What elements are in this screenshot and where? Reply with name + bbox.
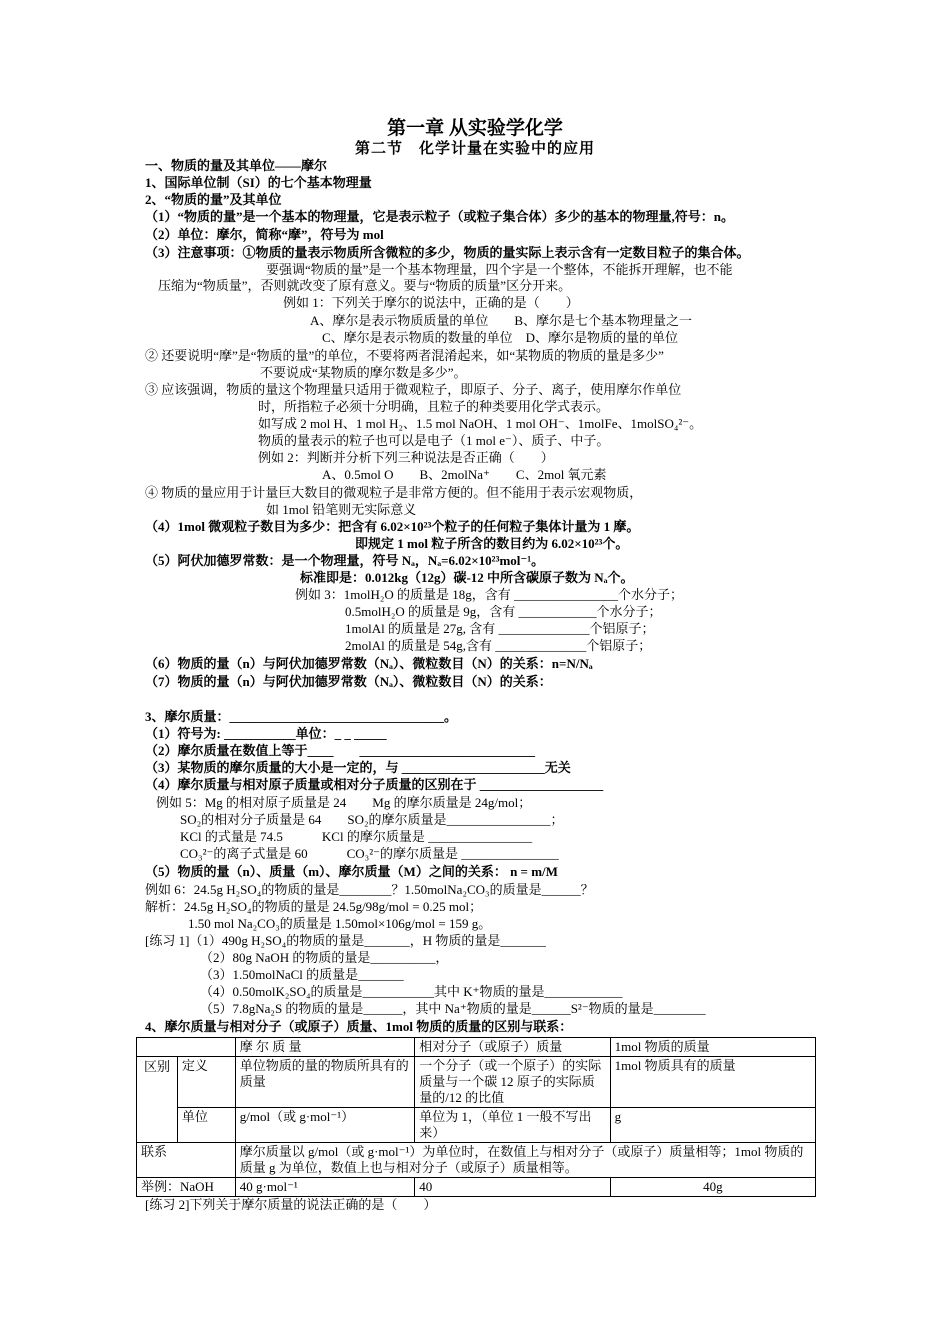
text-line: CO₃²⁻的离子式量是 60 CO₃²⁻的摩尔质量是 _______________ xyxy=(180,846,559,861)
text-line: 时，所指粒子必须十分明确，且粒子的种类要用化学式表示。 xyxy=(258,399,610,414)
text-line: 例如 3：1molH₂O 的质量是 18g，含有 ________________个水分子； xyxy=(295,587,684,602)
table-cell: g xyxy=(610,1108,815,1143)
text-line: （3）某物质的摩尔质量的大小是一定的，与 ______________________无关 xyxy=(145,760,571,775)
text-line: 例如 5：Mg 的相对原子质量是 24 Mg 的摩尔质量是 24g/mol； xyxy=(156,795,532,810)
text-line: 标准即是：0.012kg（12g）碳-12 中所含碳原子数为 Nₐ个。 xyxy=(300,570,634,585)
table-row xyxy=(137,1178,816,1197)
text-line: 2molAl 的质量是 54g,含有 ______________个铝原子； xyxy=(345,638,652,653)
table-header-cell: 1mol 物质的质量 xyxy=(610,1038,815,1057)
text-line: （4）1mol 微观粒子数目为多少：把含有 6.02×10²³个粒子的任何粒子集体计量为 1 摩。 xyxy=(145,519,640,534)
table-header-row xyxy=(137,1038,816,1057)
table-cell: 1mol 物质具有的质量 xyxy=(610,1057,815,1108)
text-line: 1、国际单位制（SI）的七个基本物理量 xyxy=(145,175,372,190)
table-row xyxy=(137,1108,816,1143)
text-line: 物质的量表示的粒子也可以是电子（1 mol e⁻）、质子、中子。 xyxy=(258,433,610,448)
table-label-cell: 联系 xyxy=(137,1143,236,1178)
text-line: 0.5molH₂O 的质量是 9g，含有 ____________个水分子； xyxy=(345,604,662,619)
text-line: [练习 1]（1）490g H₂SO₄的物质的量是_______，H 物质的量是_______ xyxy=(145,933,546,948)
text-line: KCl 的式量是 74.5 KCl 的摩尔质量是 ________________ xyxy=(180,829,533,844)
text-line: （3）注意事项：①物质的量表示物质所含微粒的多少，物质的量实际上表示含有一定数目粒子的集合体。 xyxy=(145,245,750,260)
text-line: 一、物质的量及其单位——摩尔 xyxy=(145,158,328,173)
text-line: 4、摩尔质量与相对分子（或原子）质量、1mol 物质的质量的区别与联系： xyxy=(145,1019,573,1034)
section-title: 第二节 化学计量在实验中的应用 xyxy=(354,141,595,157)
text-line: 例如 1：下列关于摩尔的说法中，正确的是（ ） xyxy=(283,295,579,310)
text-line: （4）0.50molK₂SO₄的质量是___________其中 K⁺物质的量是____________ xyxy=(200,984,623,999)
text-line: （2）80g NaOH 的物质的量是__________， xyxy=(200,950,449,965)
text-line: （2）摩尔质量在数值上等于____ ___________________________ xyxy=(145,743,536,758)
text-line: （6）物质的量（n）与阿伏加德罗常数（Nₐ）、微粒数目（N）的关系：n=N/Nₐ xyxy=(145,656,593,671)
table-cell: 40 xyxy=(415,1178,610,1197)
text-line: 如 1mol 铅笔则无实际意义 xyxy=(266,502,417,517)
text-line: （5）阿伏加德罗常数：是一个物理量，符号 Nₐ，Nₐ=6.02×10²³mol⁻¹。 xyxy=(145,553,545,568)
table-cell: 单位物质的量的物质所具有的质量 xyxy=(235,1057,415,1108)
text-line: 2、“物质的量”及其单位 xyxy=(145,192,282,207)
table-cell: 40g xyxy=(610,1178,815,1197)
text-line: （4）摩尔质量与相对原子质量或相对分子质量的区别在于 ___________________ xyxy=(145,777,604,792)
text-line: A、摩尔是表示物质质量的单位 B、摩尔是七个基本物理量之一 xyxy=(310,313,693,328)
text-line: 压缩为“物质量”，否则就改变了原有意义。要与“物质的质量”区分开来。 xyxy=(158,278,572,293)
text-line: ② 还要说明“摩”是“物质的量”的单位，不要将两者混淆起来，如“某物质的物质的量是多少” xyxy=(145,348,664,363)
table-group-cell: 区别 xyxy=(137,1057,178,1143)
text-line: （2）单位：摩尔，简称“摩”，符号为 mol xyxy=(145,227,384,242)
text-line: 例如 6：24.5g H₂SO₄的物质的量是________？1.50molNa₂CO₃的质量是______？ xyxy=(145,882,594,897)
text-line: 要强调“物质的量”是一个基本物理量，四个字是一个整体，不能拆开理解，也不能 xyxy=(266,262,733,277)
text-line: [练习 2]下列关于摩尔质量的说法正确的是（ ） xyxy=(145,1197,437,1212)
text-line: 1.50 mol Na₂CO₃的质量是 1.50mol×106g/mol = 159 g。 xyxy=(188,916,492,931)
table-label-cell: 单位 xyxy=(177,1108,235,1143)
text-line: 不要说成“某物质的摩尔数是多少”。 xyxy=(260,365,467,380)
text-line: （5）物质的量（n）、质量（m）、摩尔质量（M）之间的关系： n = m/M xyxy=(145,864,558,879)
text-line: （3）1.50molNaCl 的质量是_______ xyxy=(200,967,404,982)
text-line: 3、摩尔质量：_________________________________。 xyxy=(145,709,458,724)
table-label-cell: 定义 xyxy=(177,1057,235,1108)
text-line: 如写成 2 mol H、1 mol H₂、1.5 mol NaOH、1 mol OH⁻、1molFe、1molSO₄²⁻。 xyxy=(258,416,703,431)
text-line: 解析：24.5g H₂SO₄的物质的量是 24.5g/98g/mol = 0.25 mol； xyxy=(145,899,483,914)
text-line: （1）符号为: ___________单位：_ _ _____ xyxy=(145,726,387,741)
chapter-title: 第一章 从实验学化学 xyxy=(387,118,563,139)
text-line: 例如 2：判断并分析下列三种说法是否正确（ ） xyxy=(258,450,554,465)
comparison-table xyxy=(136,1037,816,1197)
text-line: ④ 物质的量应用于计量巨大数目的微观粒子是非常方便的。但不能用于表示宏观物质， xyxy=(145,485,643,500)
table-label-cell: 举例：NaOH xyxy=(137,1178,236,1197)
text-line: SO₂的相对分子质量是 64 SO₂的摩尔质量是________________； xyxy=(180,812,564,827)
text-line: A、0.5mol O B、2molNa⁺ C、2mol 氧元素 xyxy=(322,467,607,482)
table-row xyxy=(137,1057,816,1108)
table-cell: 40 g·mol⁻¹ xyxy=(235,1178,415,1197)
table-header-cell: 相对分子（或原子）质量 xyxy=(415,1038,610,1057)
text-line: （5）7.8gNa₂S 的物质的量是______，其中 Na⁺物质的量是______S²⁻物质的量是________ xyxy=(200,1001,706,1016)
table-cell: 一个分子（或一个原子）的实际质量与一个碳 12 原子的实际质量的/12 的比值 xyxy=(415,1057,610,1108)
table-header-cell: 摩 尔 质 量 xyxy=(235,1038,415,1057)
text-line: 1molAl 的质量是 27g, 含有 ______________个铝原子； xyxy=(345,621,655,636)
text-line: （1）“物质的量”是一个基本的物理量，它是表示粒子（或粒子集合体）多少的基本的物理量,符号：n。 xyxy=(145,209,734,224)
text-line: （7）物质的量（n）与阿伏加德罗常数（Nₐ）、微粒数目（N）的关系： xyxy=(145,674,552,689)
text-line: ③ 应该强调，物质的量这个物理量只适用于微观粒子，即原子、分子、离子，使用摩尔作单位 xyxy=(145,382,682,397)
text-line: 即规定 1 mol 粒子所含的数目约为 6.02×10²³个。 xyxy=(355,536,629,551)
text-line: C、摩尔是表示物质的数量的单位 D、摩尔是物质的量的单位 xyxy=(322,330,679,345)
table-row xyxy=(137,1143,816,1178)
table-cell: g/mol（或 g·mol⁻¹） xyxy=(235,1108,415,1143)
table-cell: 摩尔质量以 g/mol（或 g·mol⁻¹）为单位时，在数值上与相对分子（或原子）质量相等；1mol 物质的质量 g 为单位，数值上也与相对分子（或原子）质量相等。 xyxy=(235,1143,815,1178)
table-corner-cell xyxy=(137,1038,236,1057)
table-cell: 单位为 1，（单位 1 一般不写出来） xyxy=(415,1108,610,1143)
